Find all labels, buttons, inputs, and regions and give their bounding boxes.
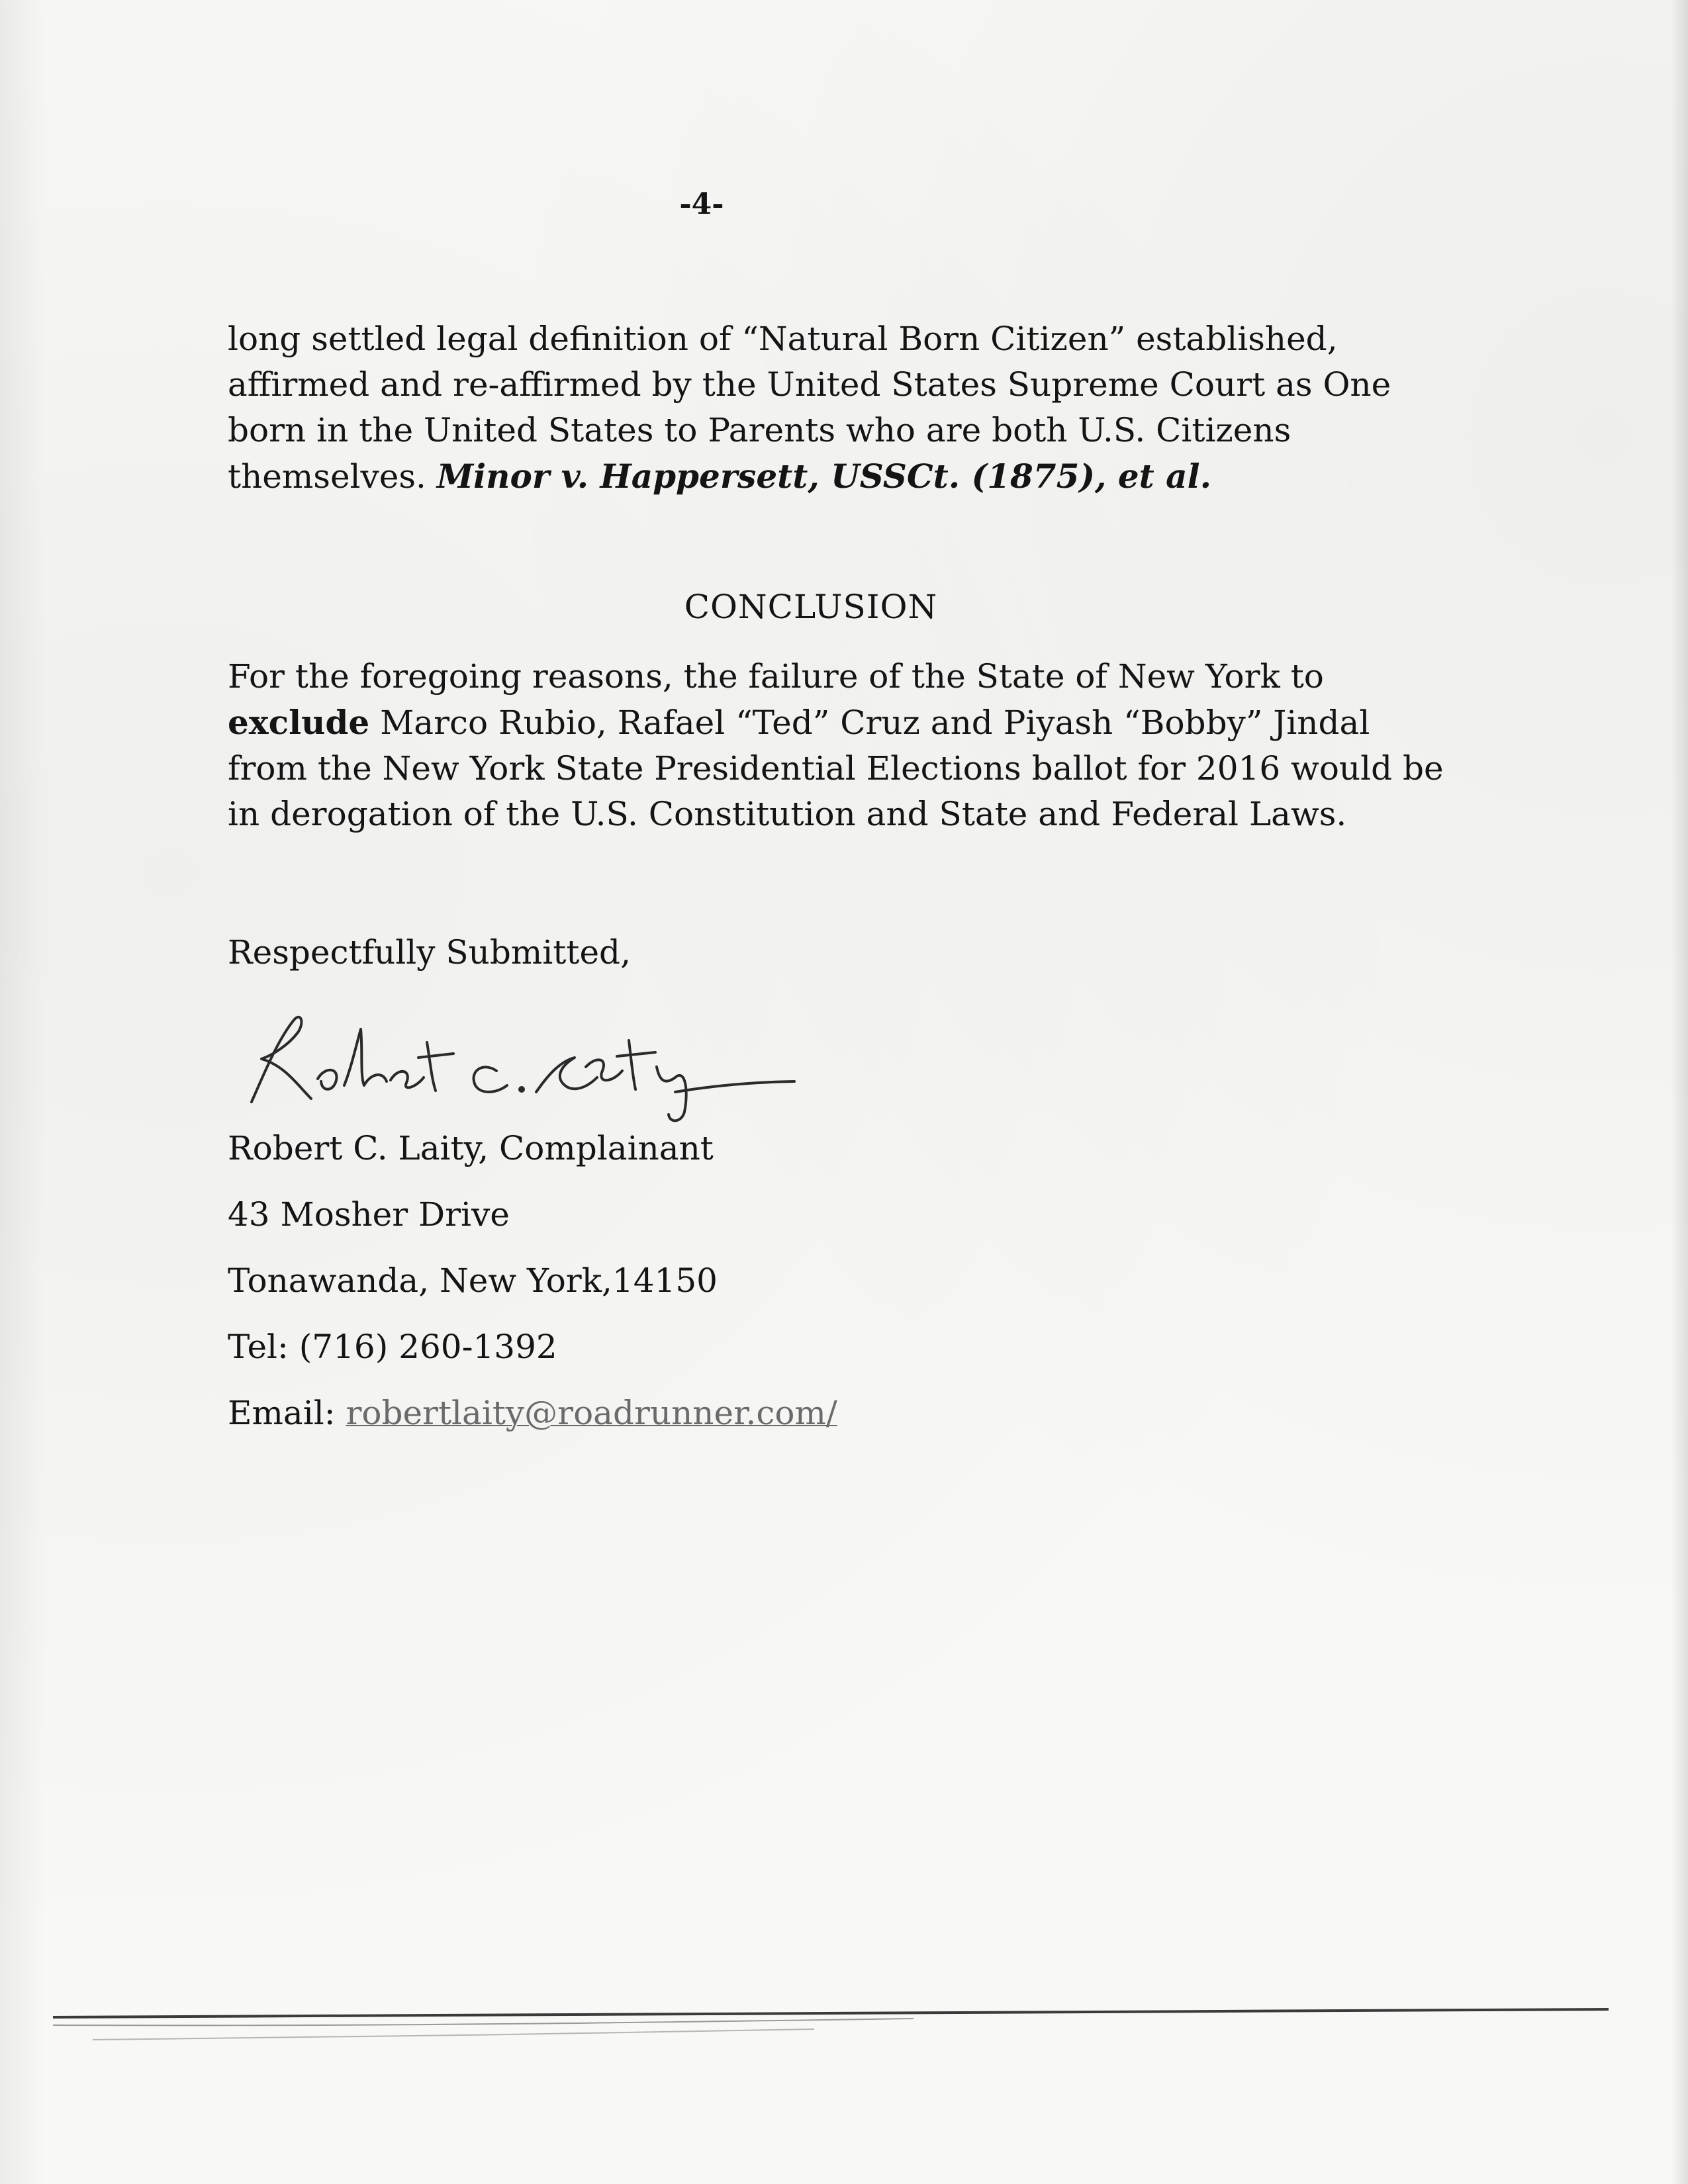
scan-artifact-lines — [53, 1999, 1609, 2078]
signer-phone — [228, 1328, 557, 1366]
email-link[interactable]: robertlaity@roadrunner.com/ — [346, 1394, 837, 1432]
paragraph-text: themselves. — [228, 457, 437, 496]
signer-name: Robert C. Laity, Complainant — [228, 1129, 714, 1167]
signer-city: Tonawanda, New York,14150 — [228, 1261, 718, 1300]
paragraph-line: For the foregoing reasons, the failure of the State of New York to — [228, 657, 1324, 696]
signer-email — [228, 1394, 837, 1432]
phone-label: Tel: — [228, 1328, 299, 1366]
paragraph-line: from the New York State Presidential Elections ballot for 2016 would be — [228, 749, 1444, 788]
paragraph-text: Marco Rubio, Rafael “Ted” Cruz and Piyash “Bobby” Jindal — [369, 704, 1370, 742]
signer-street: 43 Mosher Drive — [228, 1195, 510, 1234]
email-label: Email: — [228, 1394, 346, 1432]
conclusion-paragraph — [228, 654, 1446, 837]
scan-edge-shadow-right — [1671, 0, 1688, 2184]
paragraph-line — [228, 700, 1446, 746]
handwritten-signature — [225, 993, 821, 1125]
scan-edge-shadow-left — [0, 0, 46, 2184]
phone-number: (716) 260-1392 — [299, 1328, 557, 1366]
paragraph-line: in derogation of the U.S. Constitution and State and Federal Laws. — [228, 795, 1347, 833]
closing-salutation: Respectfully Submitted, — [228, 933, 631, 972]
emphasis-text: exclude — [228, 703, 370, 742]
case-citation: Minor v. Happersett, USSCt. (1875), et al. — [436, 457, 1211, 496]
intro-paragraph — [228, 316, 1446, 500]
paragraph-line: affirmed and re-affirmed by the United States Supreme Court as One — [228, 365, 1391, 404]
paragraph-line — [228, 453, 1446, 500]
paragraph-line: born in the United States to Parents who are both U.S. Citizens — [228, 411, 1291, 449]
conclusion-heading: CONCLUSION — [684, 588, 938, 626]
paragraph-line: long settled legal definition of “Natural Born Citizen” established, — [228, 320, 1338, 358]
page-number: -4- — [679, 187, 724, 221]
